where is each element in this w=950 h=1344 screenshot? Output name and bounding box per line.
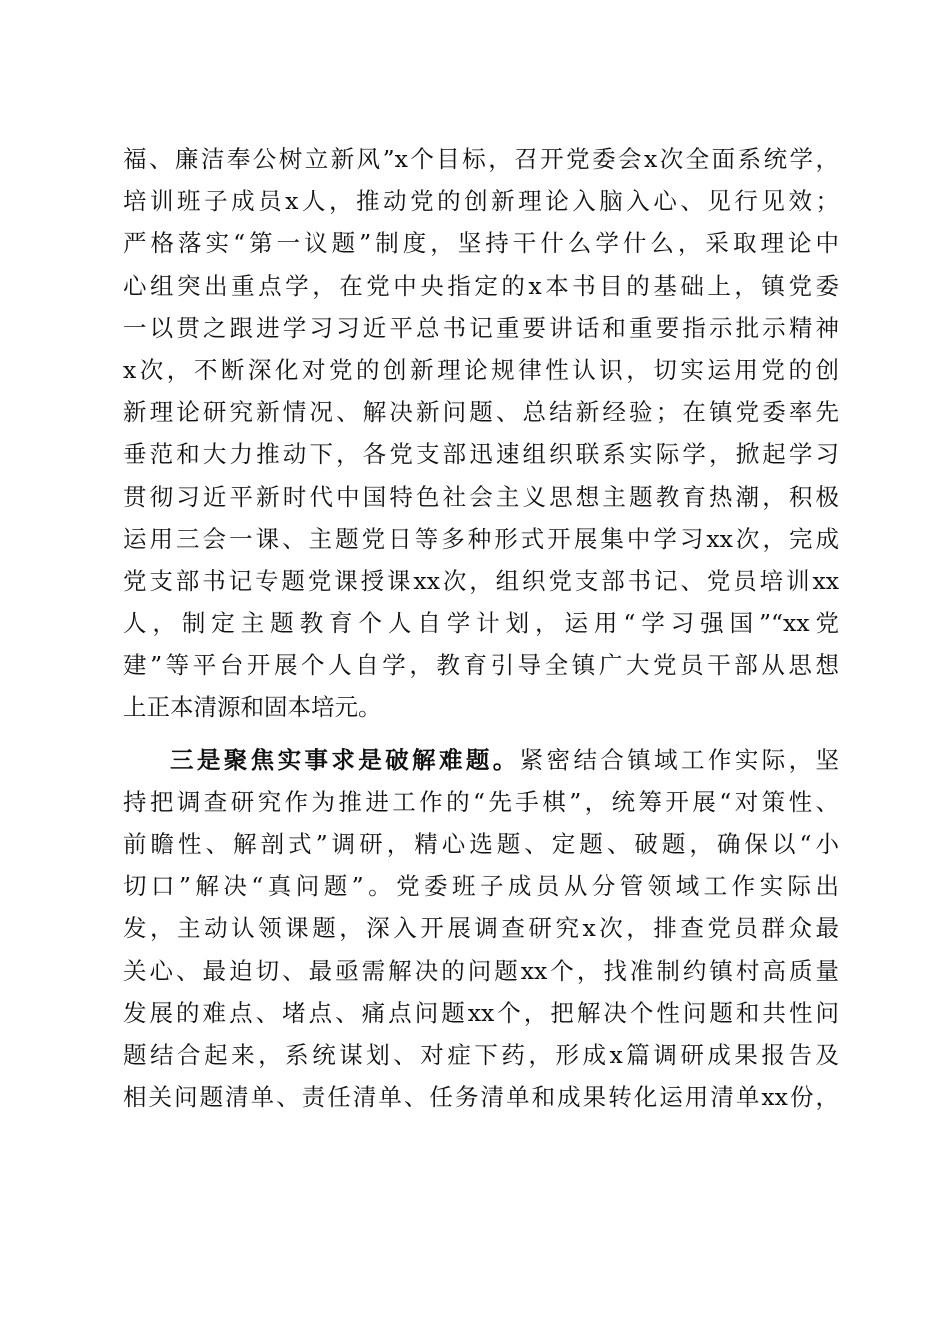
- text-line: 上正本清源和固本培元。: [123, 693, 382, 722]
- paragraph-study: [123, 138, 839, 729]
- text-line-first: [123, 739, 839, 781]
- paragraph-research: [123, 739, 839, 1119]
- text-line: 前瞻性、解剖式”调研，精心选题、定题、破题，确保以“小: [123, 830, 839, 858]
- text-line: x次，不断深化对党的创新理论规律性认识，切实运用党的创: [123, 355, 839, 384]
- text-line: 关心、最迫切、最亟需解决的问题xx个，找准制约镇村高质量: [123, 956, 839, 985]
- text-line: 相关问题清单、责任清单、任务清单和成果转化运用清单xx份，: [123, 1083, 839, 1112]
- text-line: 垂范和大力推动下，各党支部迅速组织联系实际学，掀起学习: [123, 440, 839, 469]
- text-line: 人，制定主题教育个人自学计划，运用“学习强国”“xx党: [123, 609, 839, 638]
- text-line: 发展的难点、堵点、痛点问题xx个，把解决个性问题和共性问: [123, 998, 839, 1027]
- text-line: 切口”解决“真问题”。党委班子成员从分管领域工作实际出: [123, 872, 839, 901]
- text-line: 福、廉洁奉公树立新风”x个目标，召开党委会x次全面系统学，: [123, 145, 839, 173]
- heading-rest: 紧密结合镇域工作实际，坚: [519, 745, 840, 774]
- text-line: 运用三会一课、主题党日等多种形式开展集中学习xx次，完成: [123, 524, 839, 553]
- text-line: 持把调查研究作为推进工作的“先手棋”，统筹开展“对策性、: [123, 787, 839, 816]
- text-line: 心组突出重点学，在党中央指定的x本书目的基础上，镇党委: [123, 271, 839, 300]
- paragraph-gap: [123, 729, 839, 739]
- text-line: 党支部书记专题党课授课xx次，组织党支部书记、党员培训xx: [123, 566, 839, 595]
- text-line: 题结合起来，系统谋划、对症下药，形成x篇调研成果报告及: [123, 1040, 839, 1069]
- text-line: 贯彻习近平新时代中国特色社会主义思想主题教育热潮，积极: [123, 482, 839, 511]
- body-text: [123, 138, 839, 1118]
- text-line: 一以贯之跟进学习习近平总书记重要讲话和重要指示批示精神: [123, 313, 839, 342]
- text-line: 严格落实“第一议题”制度，坚持干什么学什么，采取理论中: [123, 229, 839, 258]
- text-line: 培训班子成员x人，推动党的创新理论入脑入心、见行见效；: [123, 187, 839, 216]
- section-heading: 三是聚焦实事求是破解难题。: [170, 745, 520, 774]
- text-line: 新理论研究新情况、解决新问题、总结新经验；在镇党委率先: [123, 398, 839, 427]
- text-line: 发，主动认领课题，深入开展调查研究x次，排查党员群众最: [123, 914, 839, 943]
- text-line: 建”等平台开展个人自学，教育引导全镇广大党员干部从思想: [123, 651, 839, 680]
